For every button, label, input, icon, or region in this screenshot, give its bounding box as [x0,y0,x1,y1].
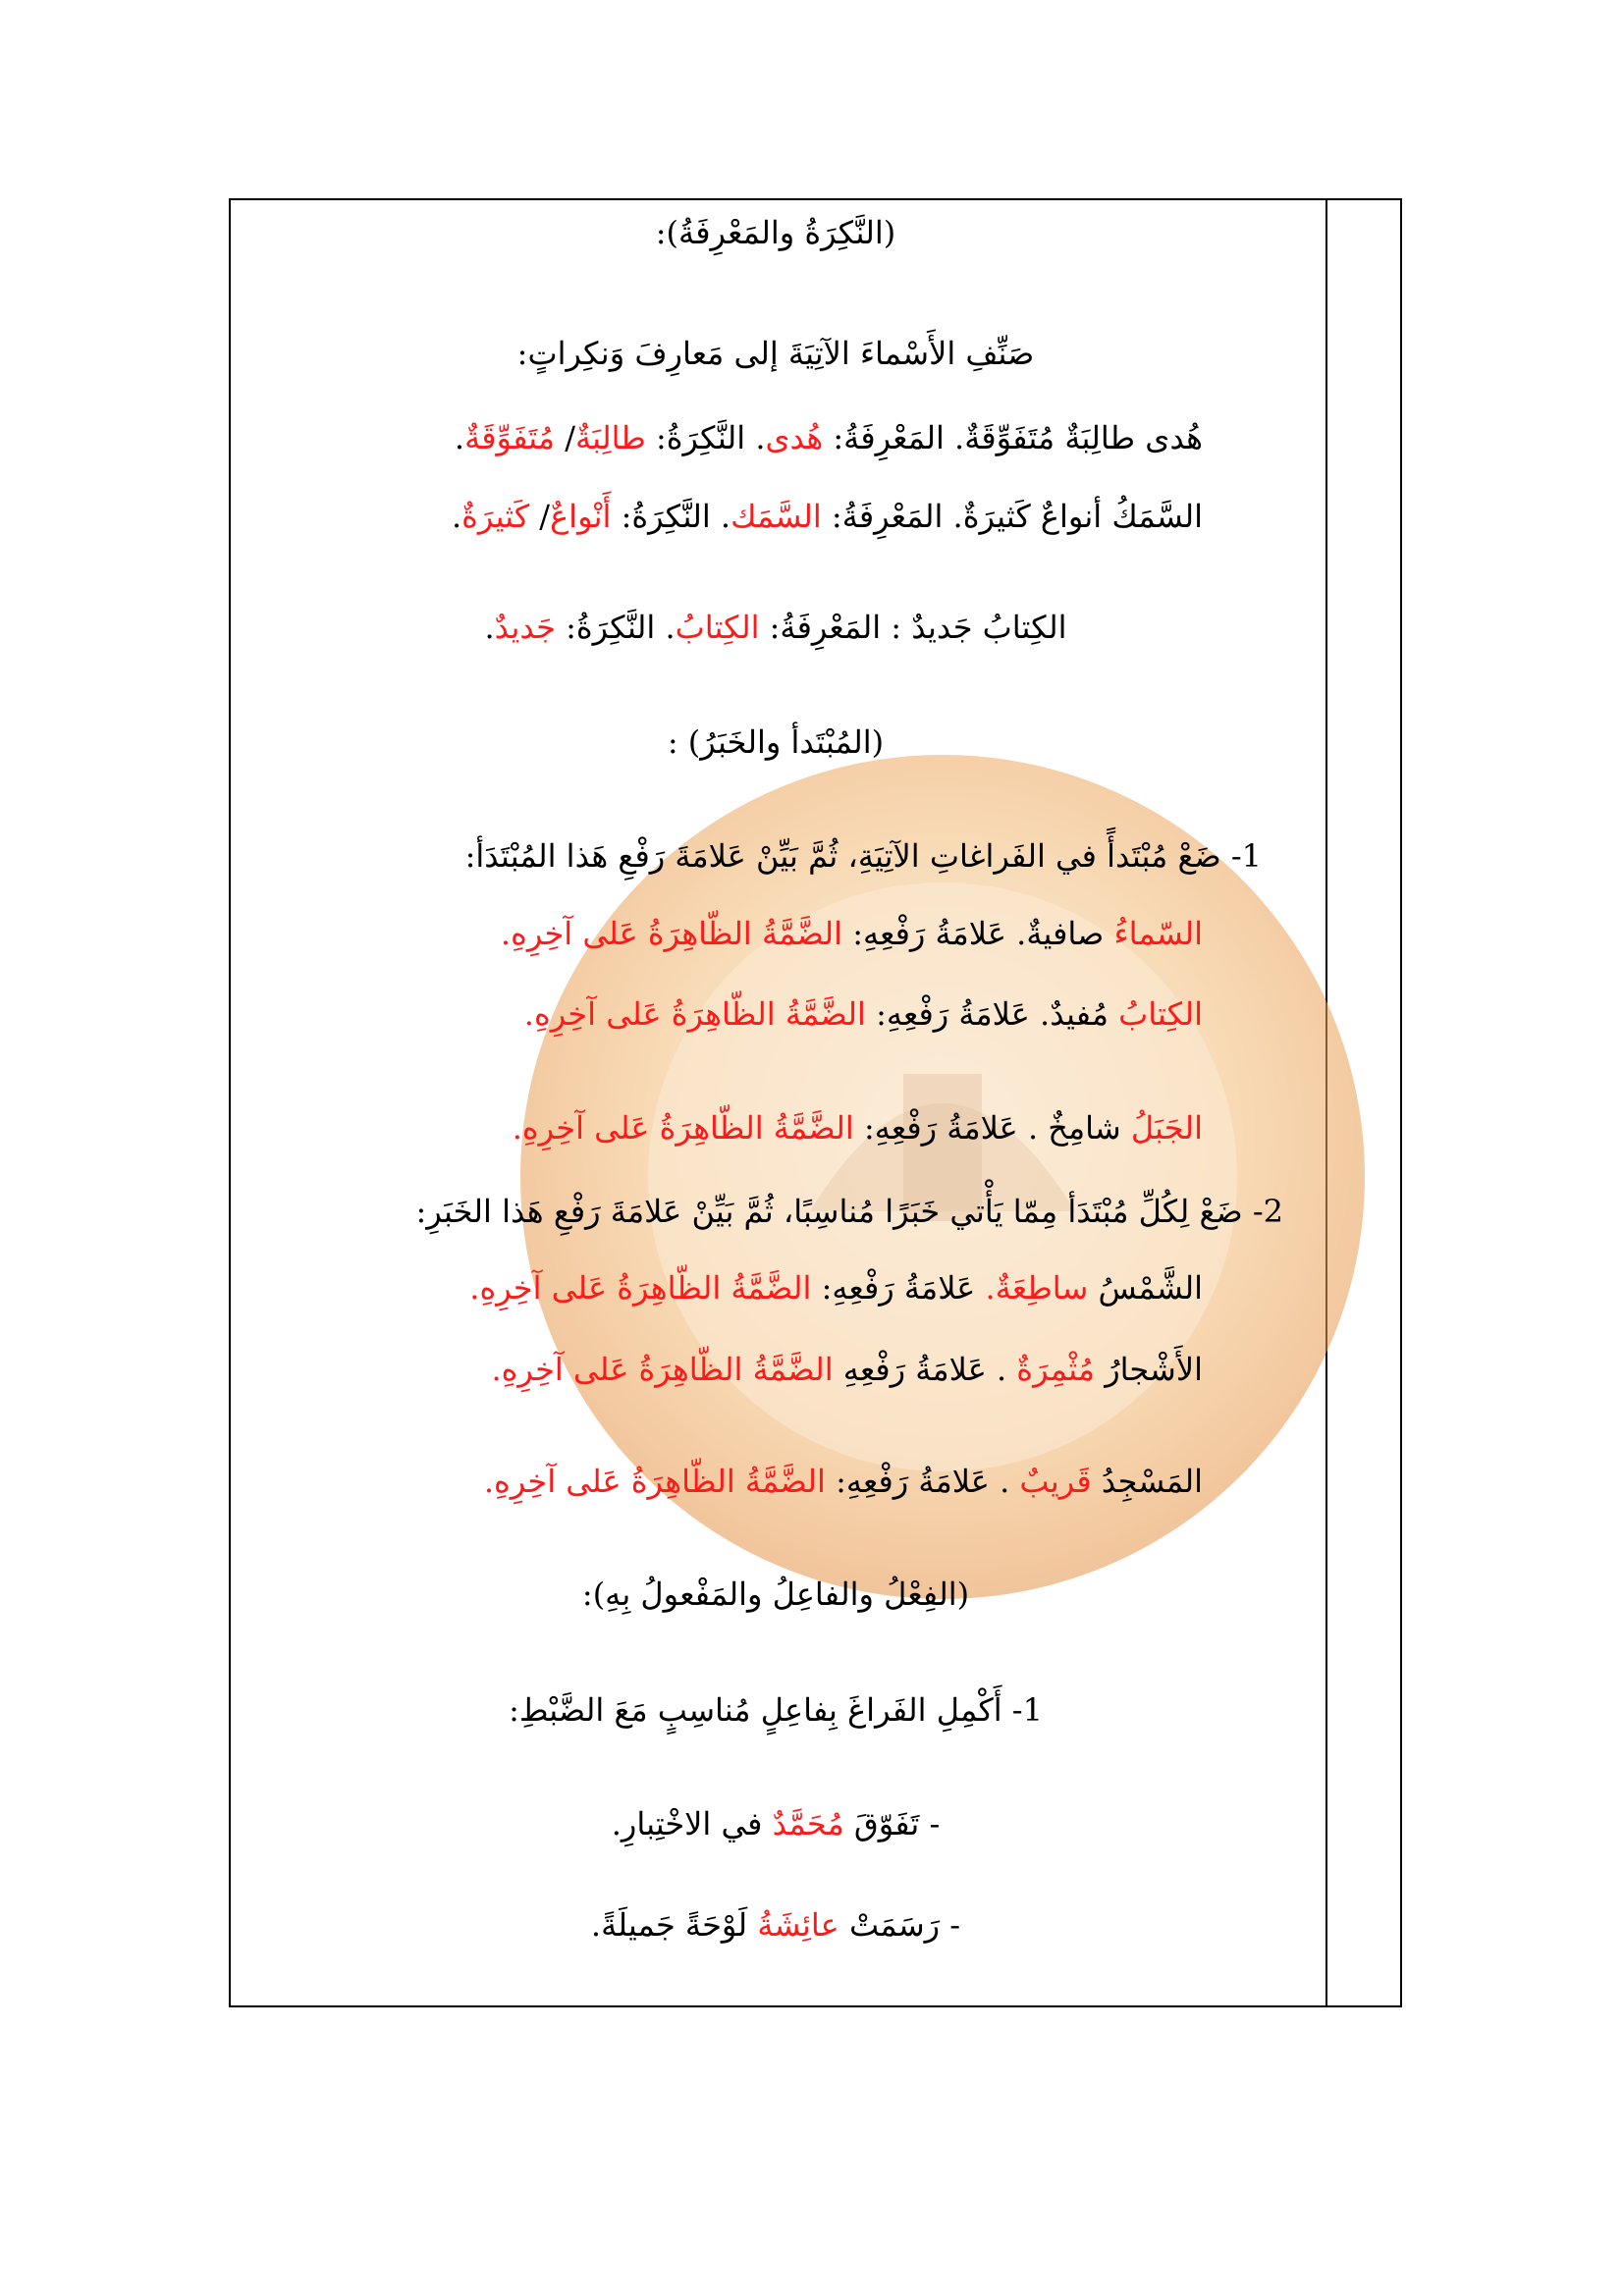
answer: ساطِعَةٌ. [985,1269,1089,1307]
answer-line [484,1462,1203,1501]
answer-line [491,1350,1203,1389]
instruction-classify: صَنِّفِ الأَسْماءَ الآتِيَةَ إلى مَعارِفَ وَنكِراتٍ: [516,335,1035,372]
answer: عائِشَةُ [757,1906,839,1944]
sentence: هُدى طالِبَةٌ مُتَفَوِّقَةٌ. [954,419,1203,456]
answer: الكِتابُ [1118,995,1203,1033]
text: لَوْحَةً جَميلَةً. [590,1906,748,1944]
text: الأَشْجارُ [1105,1351,1203,1388]
definite-answer: الكِتابُ [675,609,760,646]
definite-answer: السَّمَك [730,498,822,535]
sentence: الكِتابُ جَديدٌ : [891,609,1067,646]
indefinite-label: النَّكِرَةُ: [566,609,656,646]
indefinite-answer: جَديدٌ [494,609,556,646]
question-2: 2- ضَعْ لِكُلِّ مُبْتَدَأ مِمّا يَأْتي خَبَرًا مُناسِبًا، ثُمَّ بَيِّنْ عَلامَةَ رَفْعِ هَذا الخَبَرِ: [415,1193,1283,1230]
text: صافيةٌ. عَلامَةُ رَفْعِهِ: [852,915,1105,952]
answer-line [231,1905,1321,1945]
text: الشَّمْسُ [1098,1269,1203,1307]
indefinite-label: النَّكِرَةُ: [621,498,711,535]
mark: الضَّمَّةُ الظّاهِرَةُ عَلى آخِرِهِ. [469,1269,812,1307]
text: - تَفَوّقَ [853,1805,941,1842]
sentence: السَّمَكُ أنواعٌ كَثيرَةٌ. [952,498,1203,535]
exercise-line: هُدى طالِبَةٌ مُتَفَوِّقَةٌ. المَعْرِفَةُ: هُدى. النَّكِرَةُ: طالِبَةٌ/ مُتَفَوِّقَةٌ. [454,419,1203,456]
answer-line [524,994,1203,1034]
indefinite-label: النَّكِرَةُ: [655,419,746,456]
answer: مُحَمَّدٌ [772,1805,844,1842]
worksheet-content [231,200,1321,2005]
answer: مُثْمِرَةٌ [1016,1351,1096,1388]
mark: الضَّمَّةُ الظّاهِرَةُ عَلى آخِرِهِ. [491,1351,834,1388]
question-1: 1- أَكْمِلِ الفَراغَ بِفاعِلٍ مُناسِبٍ مَعَ الضَّبْطِ: [509,1691,1043,1729]
indefinite-answer: مُتَفَوِّقَةٌ [464,419,556,456]
answer-line [501,914,1203,953]
answer-line [513,1108,1203,1148]
indefinite-answer: أَنْواعٌ [550,498,612,535]
definite-label: المَعْرِفَةُ: [769,609,882,646]
answer: الجَبَلُ [1130,1109,1203,1147]
text: شامِخٌ . عَلامَةُ رَفْعِهِ: [863,1109,1121,1147]
exercise-line: السَّمَكُ أنواعٌ كَثيرَةٌ. المَعْرِفَةُ: السَّمَك. النَّكِرَةُ: أَنْواعٌ/ كَثيرَةٌ. [451,498,1203,535]
mark: الضَّمَّةُ الظّاهِرَةُ عَلى آخِرِهِ. [500,915,843,952]
indefinite-answer: كَثيرَةٌ [461,498,530,535]
mark: الضَّمَّةُ الظّاهِرَةُ عَلى آخِرِهِ. [512,1109,854,1147]
text: مُفيدٌ. عَلامَةُ رَفْعِهِ: [876,995,1109,1033]
question-1: 1- ضَعْ مُبْتَدأً في الفَراغاتِ الآتِيَةِ، ثُمَّ بَيِّنْ عَلامَةَ رَفْعِ هَذا المُبْتَدَأ: [464,837,1262,875]
indefinite-answer: طالِبَةٌ [575,419,646,456]
mark: الضَّمَّةُ الظّاهِرَةُ عَلى آخِرِهِ. [523,995,866,1033]
section-title-subject-predicate: (المُبْتَدأ والخَبَرُ) : [667,723,885,761]
answer-line [231,1804,1321,1843]
answer-line [469,1268,1203,1308]
mark: الضَّمَّةُ الظّاهِرَةُ عَلى آخِرِهِ. [483,1463,826,1500]
definite-label: المَعْرِفَةُ: [831,498,944,535]
text: عَلامَةُ رَفْعِهِ: [821,1269,976,1307]
worksheet-table [229,198,1402,2007]
text: - رَسَمَتْ [848,1906,961,1944]
text: في الاخْتِبارِ. [611,1805,763,1842]
definite-answer: هُدى [765,419,824,456]
text: . عَلامَةُ رَفْعِهِ [842,1351,1007,1388]
text: المَسْجِدُ [1101,1463,1203,1500]
section-title-verb-subject-object: (الفِعْلُ والفاعِلُ والمَفْعولُ بِهِ): [581,1575,970,1613]
text: . عَلامَةُ رَفْعِهِ: [836,1463,1010,1500]
answer: السّماءُ [1113,915,1203,952]
exercise-line: الكِتابُ جَديدٌ : المَعْرِفَةُ: الكِتابُ. النَّكِرَةُ: جَديدٌ. [484,609,1067,646]
answer: قَريبٌ [1019,1463,1092,1500]
definite-label: المَعْرِفَةُ: [833,419,945,456]
section-title-definite-indefinite: (النَّكِرَةُ والمَعْرِفَةُ): [655,214,896,251]
